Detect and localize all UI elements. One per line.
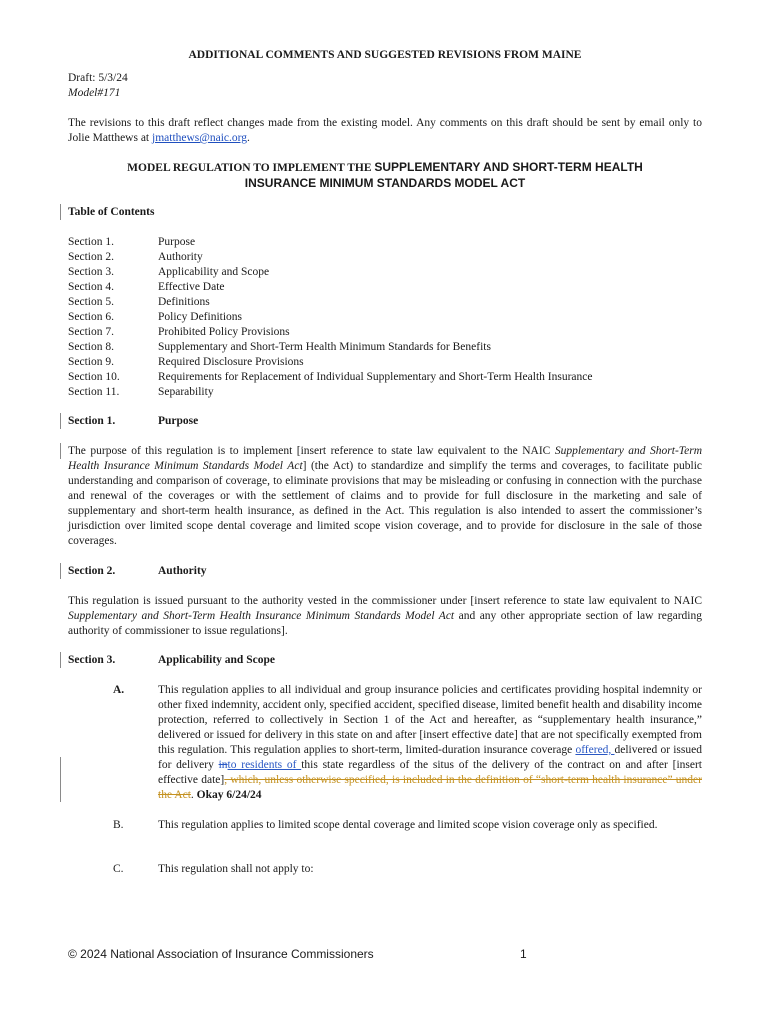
section-number: Section 2.: [68, 565, 116, 577]
paragraph-text: The purpose of this regulation is to implement [insert reference to state law equivalent to the NAIC: [68, 445, 555, 457]
draft-date: Draft: 5/3/24: [68, 72, 128, 84]
deleted-text: in: [218, 759, 228, 771]
change-bar: [60, 757, 61, 802]
change-bar: [60, 652, 61, 668]
section3-item-a: [158, 683, 702, 803]
intro-text-end: .: [247, 132, 250, 144]
change-bar: [60, 563, 61, 579]
model-number: Model#171: [68, 87, 121, 99]
intro-text: The revisions to this draft reflect changes made from the existing model. Any comments on this draft should be sent by email only to Jolie Matthews at: [68, 117, 702, 144]
doc-title-line2: INSURANCE MINIMUM STANDARDS MODEL ACT: [244, 176, 526, 190]
footer-copyright: © 2024 National Association of Insurance Commissioners: [68, 947, 374, 961]
toc-item-label: Definitions: [158, 296, 210, 308]
item-label-b: B.: [113, 819, 124, 831]
section1-heading: [68, 414, 198, 429]
intro-paragraph: [68, 116, 702, 146]
act-name: Supplementary and Short-Term Health Insurance Minimum Standards Model Act: [68, 445, 702, 472]
toc-item-label: Separability: [158, 386, 214, 398]
toc-item[interactable]: [68, 250, 702, 265]
toc-item[interactable]: [68, 340, 702, 355]
doc-title-line1: SUPPLEMENTARY AND SHORT-TERM HEALTH: [374, 160, 643, 174]
toc-item-num: Section 6.: [68, 311, 114, 323]
change-bar: [60, 413, 61, 429]
review-note: Okay 6/24/24: [196, 789, 262, 801]
deleted-text: , which, unless otherwise specified, is included in the definition of “short-term health insurance” under the Act: [158, 774, 702, 801]
change-bar: [60, 204, 61, 220]
toc-heading: Table of Contents: [68, 206, 155, 218]
toc-item[interactable]: [68, 235, 702, 250]
change-bar: [60, 443, 61, 459]
section-title: Authority: [158, 565, 207, 577]
section-number: Section 3.: [68, 654, 116, 666]
toc-item-label: Supplementary and Short-Term Health Minimum Standards for Benefits: [158, 341, 491, 353]
item-label-a: A.: [113, 684, 125, 696]
toc-item-num: Section 3.: [68, 266, 114, 278]
toc-item[interactable]: [68, 370, 702, 385]
item-text: delivered or issued for delivery: [158, 744, 702, 771]
section1-paragraph: [68, 444, 702, 549]
toc-item[interactable]: [68, 310, 702, 325]
paragraph-text: and any other appropriate section of law regarding authority of commissioner to issue regulations].: [68, 610, 702, 637]
inserted-text: to residents of: [227, 759, 302, 771]
section3-item-c: This regulation shall not apply to:: [158, 863, 314, 875]
toc-item-num: Section 7.: [68, 326, 114, 338]
toc-list: [68, 235, 702, 400]
page-number: 1: [520, 947, 527, 961]
email-link[interactable]: jmatthews@naic.org: [152, 132, 248, 144]
toc-item-num: Section 9.: [68, 356, 114, 368]
document-header-title: ADDITIONAL COMMENTS AND SUGGESTED REVISIONS FROM MAINE: [188, 49, 582, 61]
toc-item-label: Authority: [158, 251, 203, 263]
toc-item-num: Section 11.: [68, 386, 120, 398]
section-number: Section 1.: [68, 415, 116, 427]
doc-title-prefix: MODEL REGULATION TO IMPLEMENT THE: [127, 162, 375, 174]
toc-item[interactable]: [68, 355, 702, 370]
section3-heading: [68, 653, 275, 668]
item-text: .: [190, 789, 197, 801]
section-title: Purpose: [158, 415, 199, 427]
toc-item[interactable]: [68, 280, 702, 295]
paragraph-text: This regulation is issued pursuant to the authority vested in the commissioner under [insert reference to state law equivalent to NAIC: [68, 595, 702, 607]
toc-item-label: Policy Definitions: [158, 311, 243, 323]
item-label-c: C.: [113, 863, 124, 875]
toc-item-label: Requirements for Replacement of Individual Supplementary and Short-Term Health Insurance: [158, 371, 593, 383]
toc-item-label: Prohibited Policy Provisions: [158, 326, 290, 338]
section2-heading: [68, 564, 207, 579]
toc-item[interactable]: [68, 385, 702, 400]
toc-item-label: Applicability and Scope: [158, 266, 270, 278]
section3-item-b: This regulation applies to limited scope dental coverage and limited scope vision coverage only as specified.: [158, 819, 658, 831]
item-text: This regulation applies to all individual and group insurance policies and certificates providing hospital indemnity or other fixed indemnity, accident only, specified accident, specified disease, limited benefit health and disability income protection, referred to collectively in Section 1 of the Act and hereafter, as “supplementary health insurance,” delivered or issued for delivery in this state on and after [insert effective date] that are not specifically exempted from this regulation. This regulation applies to short-term, limited-duration insurance coverage: [158, 684, 702, 756]
toc-item-num: Section 4.: [68, 281, 114, 293]
toc-item-label: Effective Date: [158, 281, 225, 293]
toc-item[interactable]: [68, 295, 702, 310]
toc-item-num: Section 10.: [68, 371, 120, 383]
toc-item-label: Required Disclosure Provisions: [158, 356, 304, 368]
toc-item-num: Section 8.: [68, 341, 114, 353]
toc-item-num: Section 2.: [68, 251, 114, 263]
doc-title: [68, 160, 702, 191]
toc-item[interactable]: [68, 325, 702, 340]
inserted-text: offered,: [575, 744, 615, 756]
section2-paragraph: [68, 594, 702, 639]
toc-item-num: Section 5.: [68, 296, 114, 308]
toc-item-label: Purpose: [158, 236, 196, 248]
toc-item[interactable]: [68, 265, 702, 280]
section-title: Applicability and Scope: [158, 654, 275, 666]
paragraph-text: ] (the Act) to standardize and simplify the terms and coverages, to facilitate public understanding and comparison of coverage, to eliminate provisions that may be misleading or confusing in connection with the purchase and renewal of the coverages or with the settlement of claims and to provide for full disclosure in the marketing and sale of supplementary and short-term health insurance, as defined in the Act. This regulation is also intended to assert the commissioner’s jurisdiction over limited scope dental coverage and limited scope vision coverage, and to provide for disclosure in the sale of those coverages.: [68, 460, 702, 547]
act-name: Supplementary and Short-Term Health Insurance Minimum Standards Model Act: [68, 610, 455, 622]
item-text: this state regardless of the situs of the delivery of the contract on and after [insert effective date]: [158, 759, 702, 786]
toc-item-num: Section 1.: [68, 236, 114, 248]
